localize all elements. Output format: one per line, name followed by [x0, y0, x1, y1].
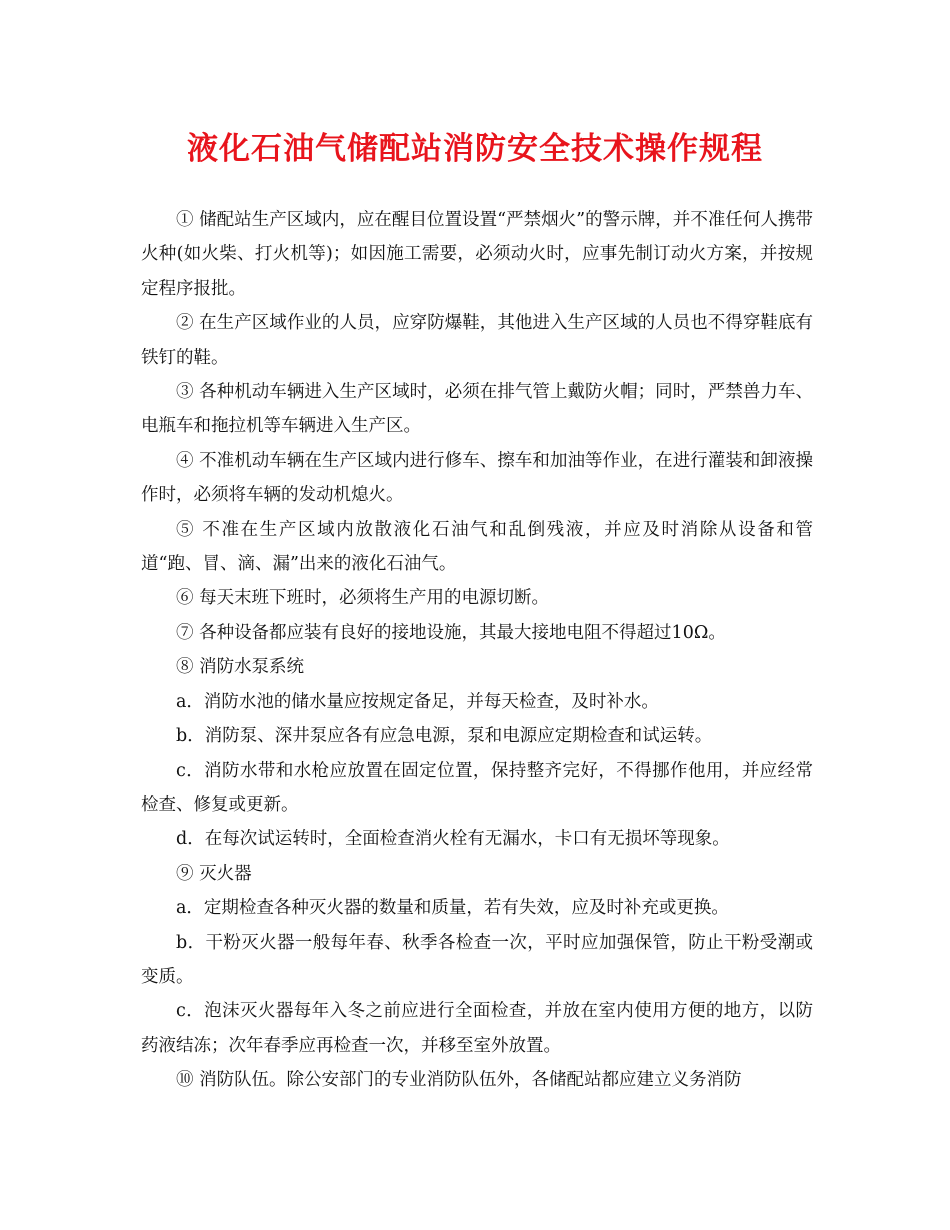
list-item-d: d．在每次试运转时，全面检查消火栓有无漏水，卡口有无损坏等现象。	[176, 829, 730, 850]
document-body	[141, 203, 813, 1098]
paragraph-4: ④ 不准机动车辆在生产区域内进行修车、擦车和加油等作业，在进行灌装和卸液操作时，必须将车辆的发动机熄火。	[141, 450, 813, 506]
section-heading-extinguisher: ⑨ 灭火器	[176, 863, 252, 884]
list-item-b: b．干粉灭火器一般每年春、秋季各检查一次，平时应加强保管，防止干粉受潮或变质。	[141, 932, 813, 987]
section-heading-fire-pump: ⑧ 消防水泵系统	[176, 657, 305, 678]
paragraph-2: ② 在生产区域作业的人员，应穿防爆鞋，其他进入生产区域的人员也不得穿鞋底有铁钉的鞋。	[141, 313, 813, 368]
list-item-c: c．消防水带和水枪应放置在固定位置，保持整齐完好，不得挪作他用，并应经常检查、修复或更新。	[141, 760, 813, 815]
list-item-b: b．消防泵、深井泵应各有应急电源，泵和电源应定期检查和试运转。	[176, 726, 713, 747]
paragraph-5: ⑤ 不准在生产区域内放散液化石油气和乱倒残液，并应及时消除从设备和管道“跑、冒、滴、漏”出来的液化石油气。	[141, 519, 813, 575]
list-item-a: a．定期检查各种灭火器的数量和质量，若有失效，应及时补充或更换。	[176, 898, 729, 919]
paragraph-1: ① 储配站生产区域内，应在醒目位置设置“严禁烟火”的警示牌，并不准任何人携带火种(如火柴、打火机等)；如因施工需要，必须动火时，应事先制订动火方案，并按规定程序报批。	[141, 210, 813, 299]
paragraph-3: ③ 各种机动车辆进入生产区域时，必须在排气管上戴防火帽；同时，严禁兽力车、电瓶车和拖拉机等车辆进入生产区。	[141, 382, 813, 437]
paragraph-7: ⑦ 各种设备都应装有良好的接地设施，其最大接地电阻不得超过10Ω。	[176, 622, 726, 643]
list-item-a: a．消防水池的储水量应按规定备足，并每天检查，及时补水。	[176, 691, 659, 712]
paragraph-10: ⑩ 消防队伍。除公安部门的专业消防队伍外，各储配站都应建立义务消防	[176, 1070, 742, 1091]
list-item-c: c．泡沫灭火器每年入冬之前应进行全面检查，并放在室内使用方便的地方，以防药液结冻；次年春季应再检查一次，并移至室外放置。	[141, 1001, 813, 1056]
document-title: 液化石油气储配站消防安全技术操作规程	[187, 131, 763, 167]
paragraph-6: ⑥ 每天末班下班时，必须将生产用的电源切断。	[176, 588, 550, 609]
